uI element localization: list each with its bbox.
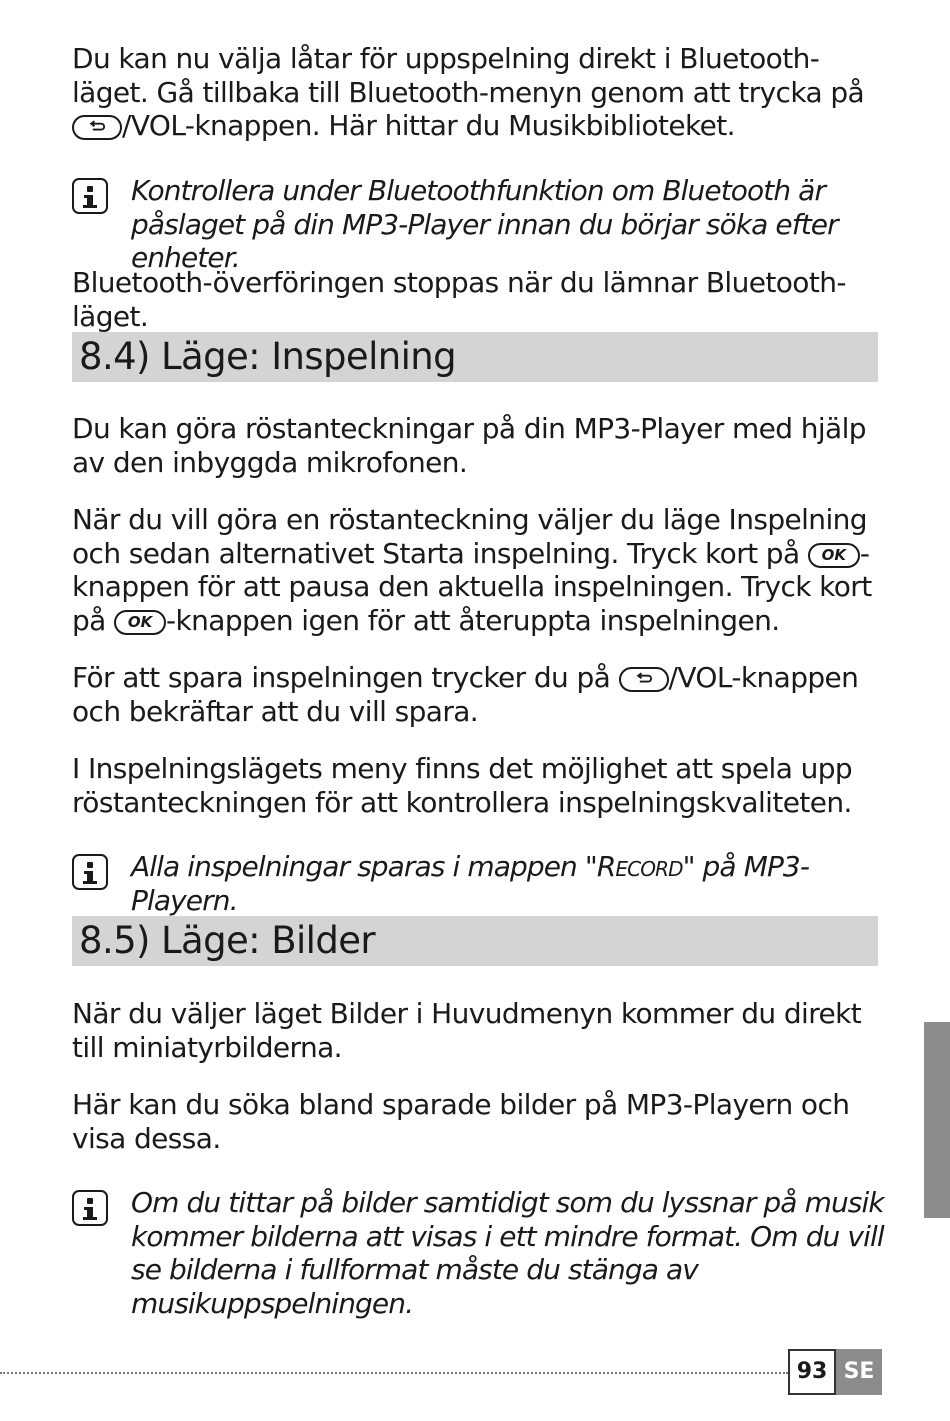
paragraph-browse-pictures: Här kan du söka bland sparade bilder på MP3-Playern och visa dessa. — [72, 1088, 850, 1155]
ok-button-icon: OK — [808, 543, 860, 568]
info-icon — [72, 178, 108, 214]
record-folder-name: Record — [596, 850, 683, 883]
info-note-text: Kontrollera under Bluetoothfunktion om Bluetooth är påslaget på din MP3-Player innan du börjar söka efter enheter. — [131, 174, 838, 274]
info-note-text: Om du tittar på bilder samtidigt som du lyssnar på musik kommer bilderna att visas i ett mindre format. Om du vill se bilderna i fullformat måste du stänga av musikuppspelningen. — [131, 1186, 884, 1320]
chapter-side-tab — [924, 1022, 950, 1218]
paragraph-voice-notes: Du kan göra röstanteckningar på din MP3-Player med hjälp av den inbyggda mikrofonen. — [72, 412, 866, 479]
paragraph-bluetooth-stop: Bluetooth-överföringen stoppas när du lämnar Bluetooth-läget. — [72, 266, 846, 333]
ok-button-icon: OK — [114, 610, 166, 635]
paragraph-start-recording: När du vill göra en röstanteckning väljer du läge Inspelning och sedan alternativet Starta inspelning. Tryck kort på OK -knappen för att pausa den aktuella inspelningen. Tryck kort på OK -knappen igen för att återuppta inspelningen. — [72, 503, 872, 637]
info-icon — [72, 1190, 108, 1226]
paragraph-recording-menu: I Inspelningslägets meny finns det möjlighet att spela upp röstanteckningen för att kontrollera inspelningskvaliteten. — [72, 752, 853, 819]
page-number: 93 — [788, 1349, 836, 1395]
info-note-text: Alla inspelningar sparas i mappen "Record" på MP3-Playern. — [131, 850, 810, 917]
back-button-icon — [619, 667, 669, 692]
info-icon — [72, 854, 108, 890]
paragraph-pictures-thumbnails: När du väljer läget Bilder i Huvudmenyn kommer du direkt till miniatyrbilderna. — [72, 997, 862, 1064]
paragraph-bluetooth-library: Du kan nu välja låtar för uppspelning direkt i Bluetooth-läget. Gå tillbaka till Bluetooth-menyn genom att trycka på /VOL-knappen. Här hittar du Musikbiblioteket. — [72, 42, 865, 142]
footer-dotted-rule — [0, 1372, 788, 1374]
section-heading-pictures: 8.5) Läge: Bilder — [72, 916, 878, 966]
section-heading-recording: 8.4) Läge: Inspelning — [72, 332, 878, 382]
paragraph-save-recording: För att spara inspelningen trycker du på /VOL-knappen och bekräftar att du vill spara. — [72, 661, 859, 728]
language-code-badge: SE — [836, 1349, 882, 1395]
back-button-icon — [72, 115, 122, 140]
